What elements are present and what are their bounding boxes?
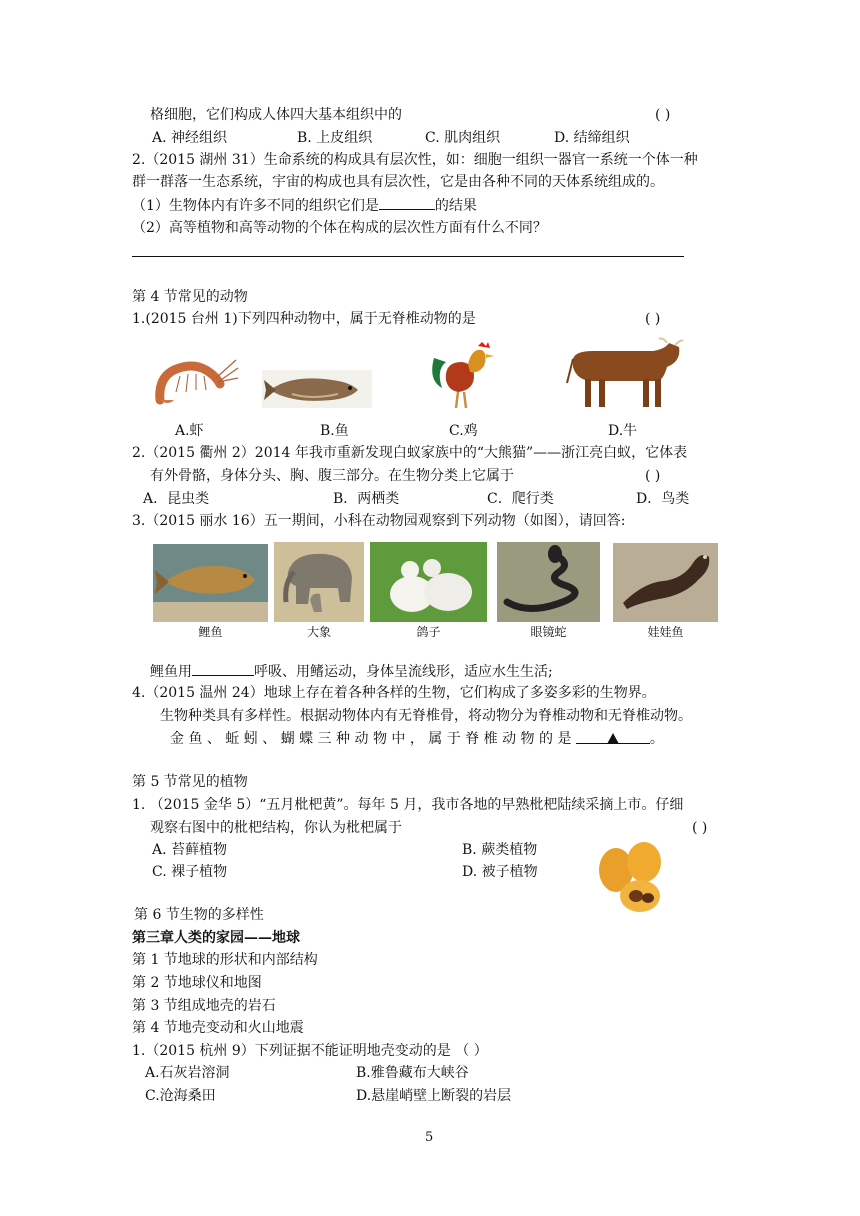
section-4-title: 第 4 节常见的动物 bbox=[132, 289, 248, 305]
answer-line bbox=[132, 256, 684, 257]
s5-q1-line2: 观察右图中的枇杷结构，你认为枇杷属于 bbox=[150, 820, 402, 836]
option-c: C．爬行类 bbox=[487, 491, 554, 507]
option-c: C.沧海桑田 bbox=[145, 1088, 216, 1104]
caption-dove: 鸽子 bbox=[416, 625, 441, 639]
chapter-3-section-4: 第 4 节地壳变动和火山地震 bbox=[132, 1020, 304, 1036]
answer-paren: ( ) bbox=[645, 468, 661, 484]
answer-paren: ( ) bbox=[645, 311, 661, 327]
q2-line2: 群一群落一生态系统，宇宙的构成也具有层次性，它是由各种不同的天体系统组成的。 bbox=[132, 174, 664, 190]
option-b: B.雅鲁藏布大峡谷 bbox=[356, 1065, 469, 1081]
c3-q1-stem: 1.（2015 杭州 9）下列证据不能证明地壳变动的是 （ ） bbox=[132, 1043, 488, 1059]
option-b: B.鱼 bbox=[320, 423, 349, 439]
s4-q4-line3 bbox=[170, 729, 664, 749]
chapter-3-section-2: 第 2 节地球仪和地图 bbox=[132, 975, 262, 991]
s4-q2-line2: 有外骨骼，身体分头、胸、腹三部分。在生物分类上它属于 bbox=[150, 468, 514, 484]
option-d: D. 被子植物 bbox=[462, 864, 538, 880]
cow-image bbox=[563, 337, 687, 411]
s4-q3-answer-suffix: 呼吸、用鳍运动，身体呈流线形，适应水生生活; bbox=[254, 664, 553, 680]
option-a: A. 苔藓植物 bbox=[152, 842, 228, 858]
answer-blank bbox=[192, 661, 254, 676]
chapter-3-section-1: 第 1 节地球的形状和内部结构 bbox=[132, 952, 318, 968]
s4-q4-line2: 生物种类具有多样性。根据动物体内有无脊椎骨，将动物分为脊椎动物和无脊椎动物。 bbox=[160, 708, 692, 724]
q2-sub2: （2）高等植物和高等动物的个体在构成的层次性方面有什么不同？ bbox=[132, 220, 547, 236]
caption-carp: 鲤鱼 bbox=[198, 625, 223, 639]
answer-blank bbox=[576, 729, 650, 744]
s4-q4-line3-end: 。 bbox=[649, 731, 664, 747]
option-a: A. 神经组织 bbox=[152, 130, 228, 146]
option-a: A.虾 bbox=[175, 423, 204, 439]
s4-q1-stem: 1.(2015 台州 1)下列四种动物中，属于无脊椎动物的是 bbox=[132, 311, 476, 327]
answer-paren: ( ) bbox=[692, 820, 708, 836]
caption-salamander: 娃娃鱼 bbox=[647, 625, 684, 639]
page-number: 5 bbox=[425, 1130, 434, 1145]
triangle-icon bbox=[607, 733, 619, 744]
s4-q3-answer bbox=[150, 661, 553, 682]
rooster-image bbox=[428, 340, 498, 412]
chapter-3-section-3: 第 3 节组成地壳的岩石 bbox=[132, 998, 276, 1014]
carp-image bbox=[153, 544, 268, 622]
s4-q3-answer-text: 鲤鱼用 bbox=[150, 664, 192, 680]
option-b: B. 上皮组织 bbox=[297, 130, 373, 146]
elephant-image bbox=[274, 542, 364, 622]
answer-blank bbox=[379, 195, 435, 210]
option-d: D.悬崖峭壁上断裂的岩层 bbox=[356, 1088, 512, 1104]
s4-q2-line1: 2.（2015 衢州 2）2014 年我市重新发现白蚁家族中的“大熊猫”——浙江亮白蚁，它体表 bbox=[132, 445, 688, 461]
section-6-title: 第 6 节生物的多样性 bbox=[134, 907, 264, 923]
salamander-image bbox=[613, 543, 718, 622]
section-5-title: 第 5 节常见的植物 bbox=[132, 774, 248, 790]
option-c: C. 裸子植物 bbox=[152, 864, 228, 880]
q2-line1: 2.（2015 湖州 31）生命系统的构成具有层次性，如：细胞一组织一器官一系统一个体一种 bbox=[132, 152, 698, 168]
shrimp-image bbox=[150, 348, 240, 412]
q2-sub1-text: （1）生物体内有许多不同的组织它们是 bbox=[132, 198, 379, 214]
cobra-image bbox=[497, 542, 600, 622]
q-prev-line1: 格细胞，它们构成人体四大基本组织中的 bbox=[150, 107, 402, 123]
caption-cobra: 眼镜蛇 bbox=[530, 625, 567, 639]
option-d: D.牛 bbox=[608, 423, 638, 439]
loquat-image bbox=[596, 840, 670, 916]
q2-sub1 bbox=[132, 195, 477, 216]
option-d: D. 结缔组织 bbox=[554, 130, 630, 146]
option-b: B. 蕨类植物 bbox=[462, 842, 538, 858]
option-a: A.石灰岩溶洞 bbox=[145, 1065, 230, 1081]
q2-sub1-suffix: 的结果 bbox=[434, 198, 477, 214]
option-b: B．两栖类 bbox=[333, 491, 400, 507]
fish-image bbox=[262, 370, 372, 408]
option-c: C.鸡 bbox=[449, 423, 478, 439]
chapter-3-title: 第三章人类的家园——地球 bbox=[132, 930, 300, 946]
s4-q4-line3-text: 金 鱼 、 蚯 蚓 、 蝴 蝶 三 种 动 物 中 ， 属 于 脊 椎 动 物 的 是 bbox=[170, 731, 572, 747]
caption-elephant: 大象 bbox=[306, 625, 331, 639]
option-a: A．昆虫类 bbox=[143, 491, 210, 507]
s4-q4-line1: 4.（2015 温州 24）地球上存在着各种各样的生物，它们构成了多姿多彩的生物界。 bbox=[132, 685, 656, 701]
s4-q3-stem: 3.（2015 丽水 16）五一期间，小科在动物园观察到下列动物（如图），请回答: bbox=[132, 513, 626, 529]
answer-paren: ( ) bbox=[655, 107, 671, 123]
s5-q1-line1: 1. （2015 金华 5）“五月枇杷黄”。每年 5 月，我市各地的早熟枇杷陆续采摘上市。仔细 bbox=[132, 797, 684, 813]
option-d: D．鸟类 bbox=[636, 491, 690, 507]
option-c: C. 肌肉组织 bbox=[425, 130, 501, 146]
dove-image bbox=[370, 542, 487, 622]
